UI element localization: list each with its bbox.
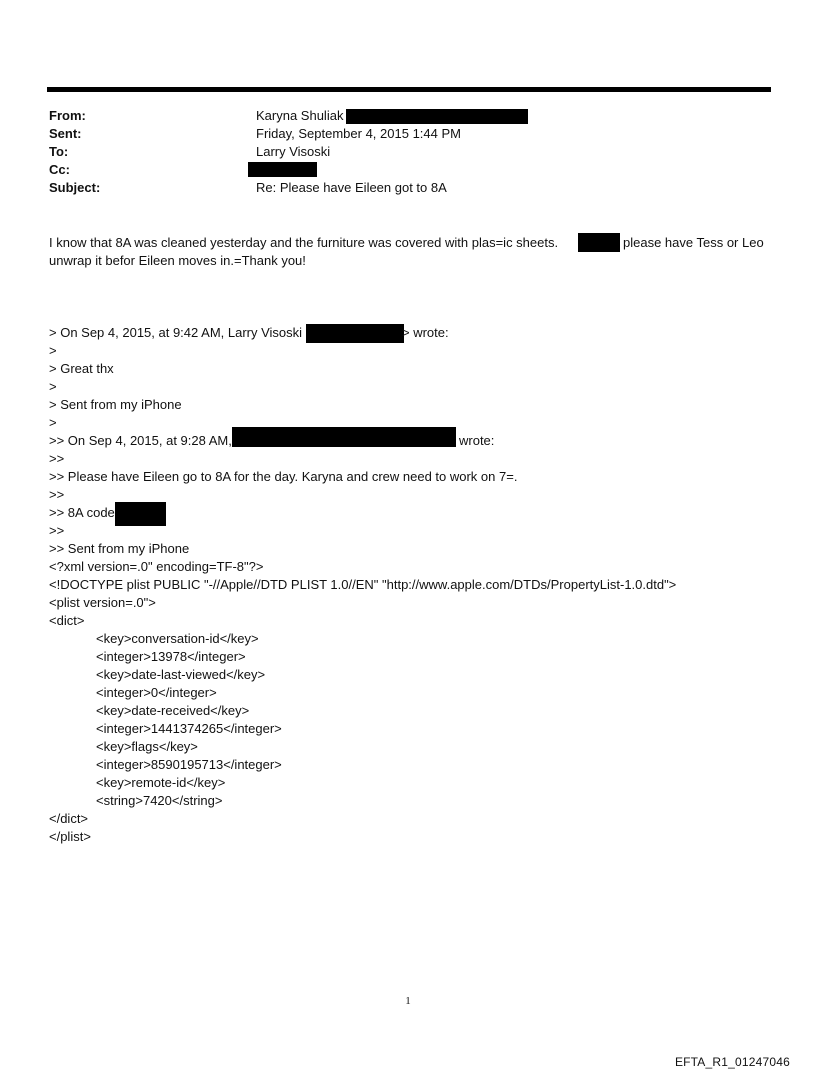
quote-line-10: >>	[49, 487, 65, 502]
redaction-name	[578, 233, 620, 252]
plist-line-3: <plist version=.0">	[49, 595, 156, 610]
plist-line-1: <?xml version=.0" encoding=TF-8"?>	[49, 559, 264, 574]
from-value: Karyna Shuliak	[256, 108, 344, 123]
plist-line-12: <integer>8590195713</integer>	[96, 757, 282, 772]
page-number: 1	[405, 995, 411, 1007]
quote-line-7: >> On Sep 4, 2015, at 9:28 AM,	[49, 433, 232, 448]
redaction-code	[115, 502, 166, 526]
to-label: To:	[49, 144, 69, 159]
plist-line-13: <key>remote-id</key>	[96, 775, 226, 790]
plist-line-4: <dict>	[49, 613, 85, 628]
subject-value: Re: Please have Eileen got to 8A	[256, 180, 447, 195]
redaction-from-email	[346, 109, 528, 124]
quote-line-1: > On Sep 4, 2015, at 9:42 AM, Larry Visoski	[49, 325, 303, 340]
to-value: Larry Visoski	[256, 144, 331, 159]
redaction-sender	[232, 427, 456, 447]
quote-line-1-end: > wrote:	[402, 325, 449, 340]
from-label: From:	[49, 108, 86, 123]
message-line-2: unwrap it befor Eileen moves in.=Thank you!	[49, 253, 306, 268]
sent-label: Sent:	[49, 126, 82, 141]
quote-line-7-end: wrote:	[459, 433, 495, 448]
plist-line-8: <integer>0</integer>	[96, 685, 217, 700]
redaction-cc	[248, 162, 317, 177]
plist-line-10: <integer>1441374265</integer>	[96, 721, 282, 736]
quote-line-11: >> 8A code	[49, 505, 115, 520]
message-line-1b: please have Tess or Leo	[623, 235, 764, 250]
quote-line-6: >	[49, 415, 57, 430]
cc-label: Cc:	[49, 162, 70, 177]
redaction-visoski-email	[306, 324, 404, 343]
sent-value: Friday, September 4, 2015 1:44 PM	[256, 126, 461, 141]
plist-line-16: </plist>	[49, 829, 91, 844]
quote-line-12: >>	[49, 523, 65, 538]
header-rule	[47, 87, 771, 92]
plist-line-9: <key>date-received</key>	[96, 703, 250, 718]
plist-line-15: </dict>	[49, 811, 89, 826]
quote-line-9: >> Please have Eileen go to 8A for the day. Karyna and crew need to work on 7=.	[49, 469, 518, 484]
plist-line-5: <key>conversation-id</key>	[96, 631, 259, 646]
quote-line-13: >> Sent from my iPhone	[49, 541, 190, 556]
quote-line-5: > Sent from my iPhone	[49, 397, 182, 412]
plist-line-6: <integer>13978</integer>	[96, 649, 246, 664]
plist-line-14: <string>7420</string>	[96, 793, 223, 808]
quote-line-4: >	[49, 379, 57, 394]
quote-line-8: >>	[49, 451, 65, 466]
quote-line-3: > Great thx	[49, 361, 114, 376]
plist-line-7: <key>date-last-viewed</key>	[96, 667, 266, 682]
plist-line-2: <!DOCTYPE plist PUBLIC "-//Apple//DTD PLIST 1.0//EN" "http://www.apple.com/DTDs/PropertyList-1.0.dtd">	[49, 577, 677, 592]
quote-line-2: >	[49, 343, 57, 358]
document-id: EFTA_R1_01247046	[674, 1055, 790, 1069]
message-line-1a: I know that 8A was cleaned yesterday and the furniture was covered with plas=ic sheets.	[49, 235, 559, 250]
subject-label: Subject:	[49, 180, 101, 195]
plist-line-11: <key>flags</key>	[96, 739, 198, 754]
